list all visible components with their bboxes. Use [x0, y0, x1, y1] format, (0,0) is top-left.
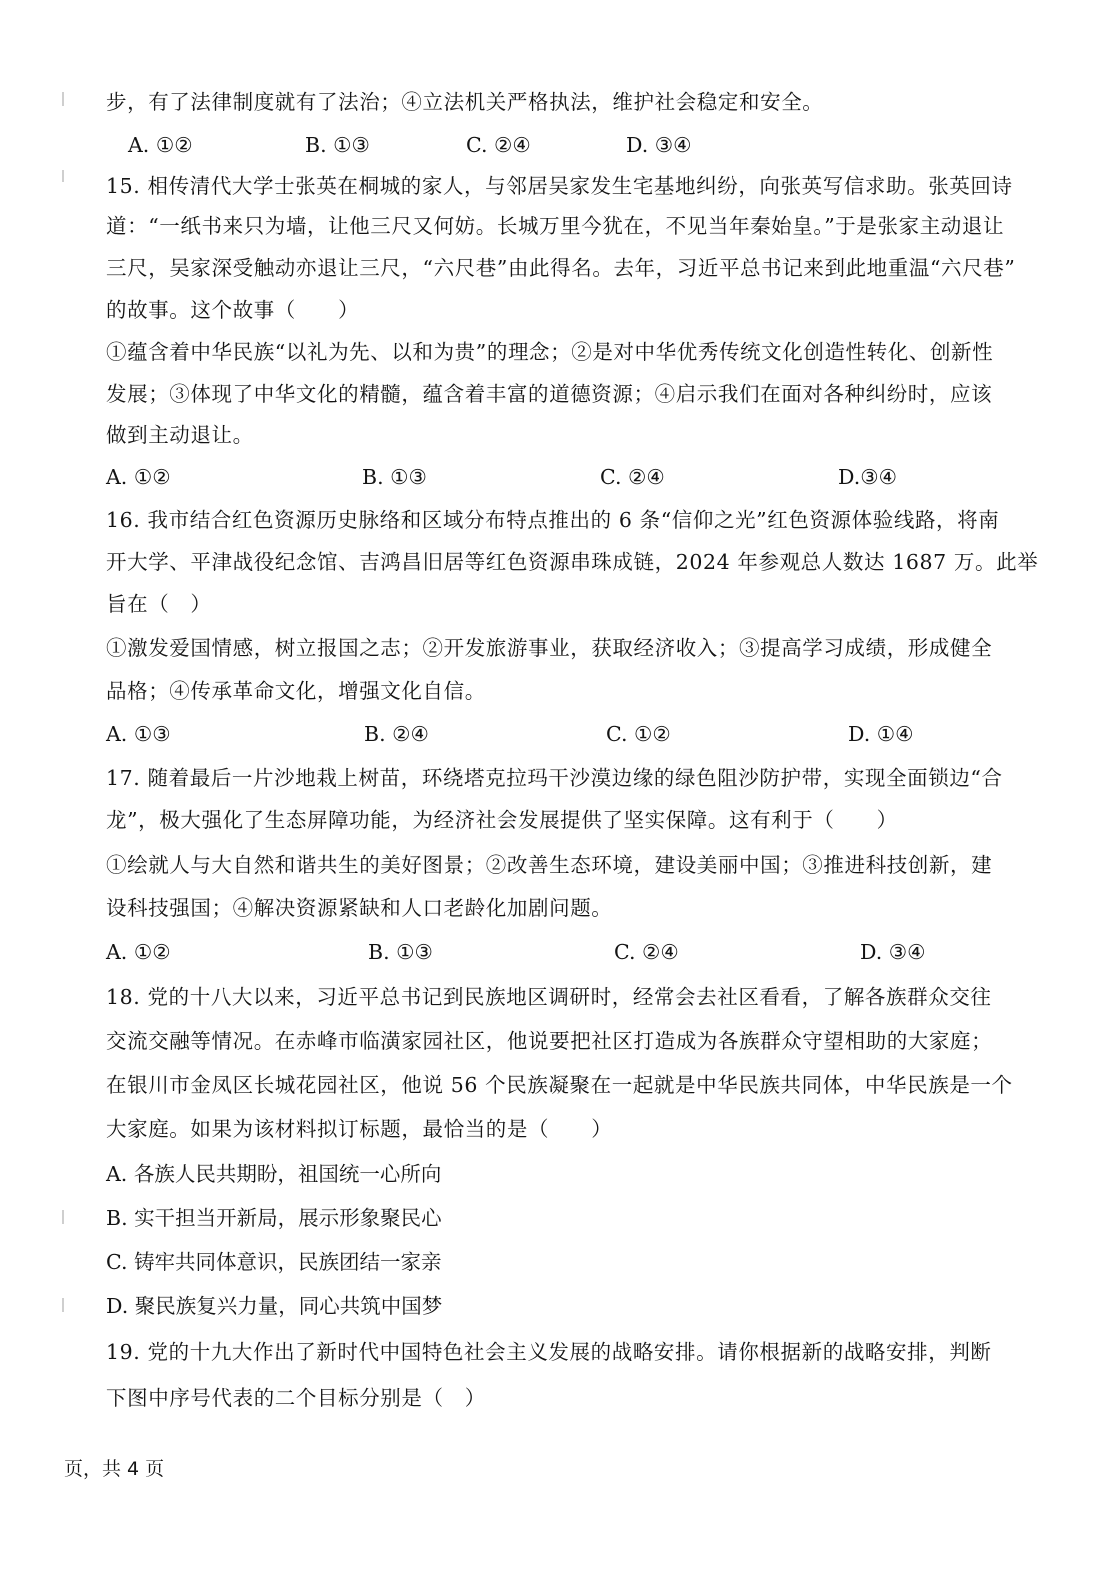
question-19-line-2: 下图中序号代表的二个目标分别是（ ）	[106, 1386, 486, 1410]
question-16-line-3: 旨在（ ）	[106, 592, 212, 616]
q17-option-b: B. ①③	[368, 940, 433, 964]
q14-option-d: D. ③④	[626, 133, 692, 157]
scan-artifact	[62, 1298, 64, 1312]
q16-option-c: C. ①②	[606, 722, 671, 746]
q15-option-b: B. ①③	[362, 465, 427, 489]
question-14-tail: 步，有了法律制度就有了法治；④立法机关严格执法，维护社会稳定和安全。	[106, 90, 824, 114]
page-footer: 页，共 4 页	[64, 1458, 165, 1480]
q18-option-c: C. 铸牢共同体意识，民族团结一家亲	[106, 1250, 442, 1274]
q15-option-a: A. ①②	[106, 465, 171, 489]
q14-option-c: C. ②④	[466, 133, 531, 157]
question-17-line-3: ①绘就人与大自然和谐共生的美好图景；②改善生态环境，建设美丽中国；③推进科技创新，建	[106, 853, 993, 877]
question-15-line-4: 的故事。这个故事（ ）	[106, 298, 360, 322]
question-16-line-2: 开大学、平津战役纪念馆、吉鸿昌旧居等红色资源串珠成链，2024 年参观总人数达 1687 万。此举	[106, 550, 1039, 574]
q17-option-a: A. ①②	[106, 940, 171, 964]
q14-option-b: B. ①③	[305, 133, 370, 157]
scan-artifact	[62, 92, 64, 106]
question-15-line-1: 15. 相传清代大学士张英在桐城的家人，与邻居吴家发生宅基地纠纷，向张英写信求助。张英回诗	[106, 174, 1013, 198]
q15-option-c: C. ②④	[600, 465, 665, 489]
q16-option-b: B. ②④	[364, 722, 429, 746]
question-16-line-5: 品格；④传承革命文化，增强文化自信。	[106, 679, 486, 703]
question-15-line-2: 道：“一纸书来只为墙，让他三尺又何妨。长城万里今犹在，不见当年秦始皇。”于是张家主动退让	[106, 214, 1005, 238]
q16-option-d: D. ①④	[848, 722, 914, 746]
q18-option-a: A. 各族人民共期盼，祖国统一心所向	[106, 1162, 442, 1186]
q17-option-c: C. ②④	[614, 940, 679, 964]
question-15-line-7: 做到主动退让。	[106, 423, 254, 447]
q17-option-d: D. ③④	[860, 940, 926, 964]
q18-option-d: D. 聚民族复兴力量，同心共筑中国梦	[106, 1294, 443, 1318]
question-15-line-5: ①蕴含着中华民族“以礼为先、以和为贵”的理念；②是对中华优秀传统文化创造性转化、创新性	[106, 340, 994, 364]
question-18-line-1: 18. 党的十八大以来，习近平总书记到民族地区调研时，经常会去社区看看，了解各族群众交往	[106, 985, 992, 1009]
question-16-line-4: ①激发爱国情感，树立报国之志；②开发旅游事业，获取经济收入；③提高学习成绩，形成健全	[106, 636, 993, 660]
question-15-line-3: 三尺，吴家深受触动亦退让三尺，“六尺巷”由此得名。去年，习近平总书记来到此地重温“六尺巷”	[106, 256, 1016, 280]
scan-artifact	[62, 170, 64, 182]
q18-option-b: B. 实干担当开新局，展示形象聚民心	[106, 1206, 442, 1230]
q14-option-a: A. ①②	[128, 133, 193, 157]
question-17-line-4: 设科技强国；④解决资源紧缺和人口老龄化加剧问题。	[106, 896, 613, 920]
question-15-line-6: 发展；③体现了中华文化的精髓，蕴含着丰富的道德资源；④启示我们在面对各种纠纷时，应该	[106, 382, 993, 406]
question-18-line-4: 大家庭。如果为该材料拟订标题，最恰当的是（ ）	[106, 1117, 613, 1141]
question-18-line-3: 在银川市金凤区长城花园社区，他说 56 个民族凝聚在一起就是中华民族共同体，中华民族是一个	[106, 1073, 1013, 1097]
scan-artifact	[62, 1210, 64, 1224]
question-19-line-1: 19. 党的十九大作出了新时代中国特色社会主义发展的战略安排。请你根据新的战略安排，判断	[106, 1340, 992, 1364]
question-17-line-2: 龙”，极大强化了生态屏障功能，为经济社会发展提供了坚实保障。这有利于（ ）	[106, 808, 898, 832]
q15-option-d: D.③④	[838, 465, 897, 489]
question-17-line-1: 17. 随着最后一片沙地栽上树苗，环绕塔克拉玛干沙漠边缘的绿色阻沙防护带，实现全面锁边“合	[106, 766, 1003, 790]
q16-option-a: A. ①③	[106, 722, 171, 746]
question-16-line-1: 16. 我市结合红色资源历史脉络和区域分布特点推出的 6 条“信仰之光”红色资源体验线路，将南	[106, 508, 1000, 532]
question-18-line-2: 交流交融等情况。在赤峰市临潢家园社区，他说要把社区打造成为各族群众守望相助的大家庭；	[106, 1029, 993, 1053]
